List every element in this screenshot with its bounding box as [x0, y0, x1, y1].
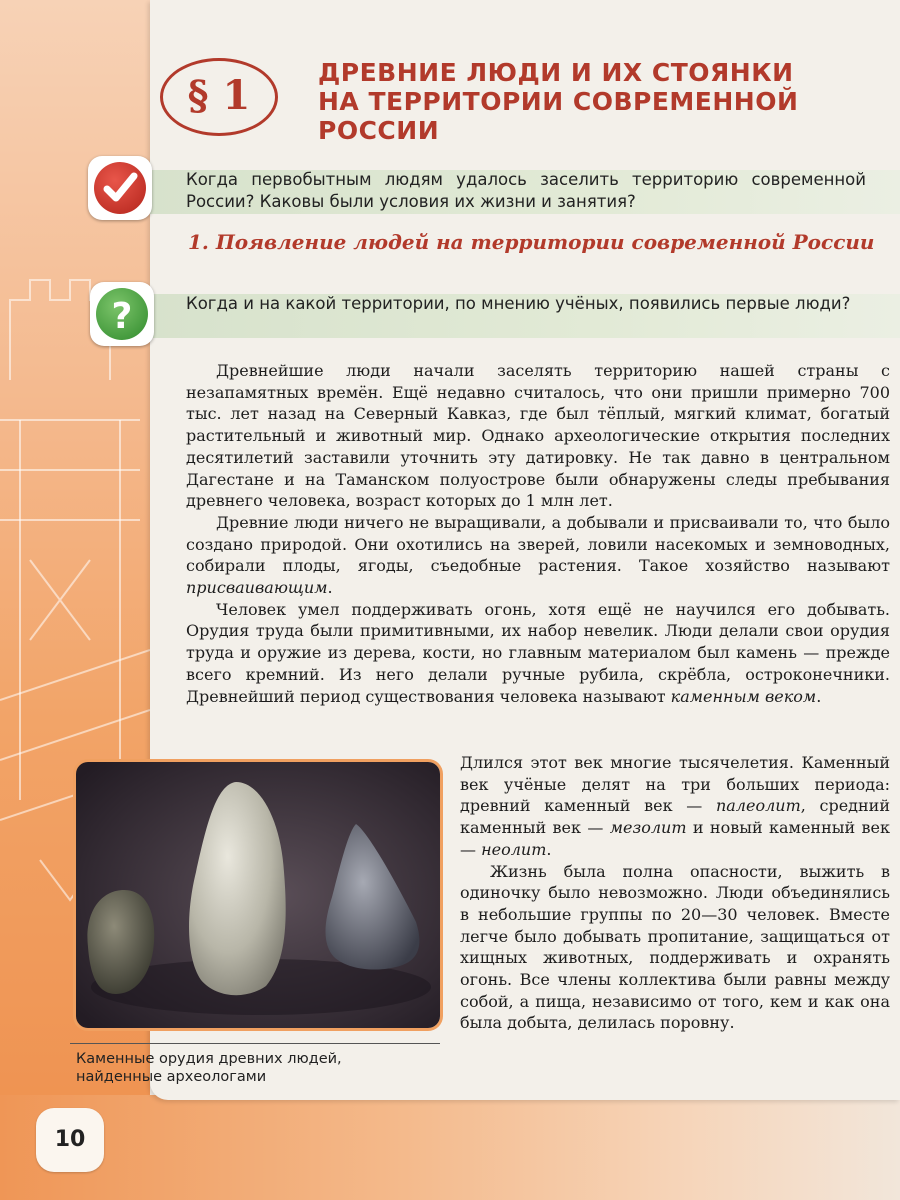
body-text-column: [460, 752, 890, 1034]
intro-question-text: Когда первобытным людям удалось заселить территорию современной России? Каковы были условия их жизни и занятия?: [186, 170, 866, 211]
paragraph: Человек умел поддерживать огонь, хотя ещё не научился его добывать. Орудия труда были примитивными, их набор невелик. Люди делали свои орудия труда и оружие из дерева, кости, но главным материалом был камень — прежде всего кремний. Из него делали ручные рубила, скрёбла, остроконечники. Древнейший период существования человека называют каменным веком.: [186, 599, 890, 706]
section-question-badge: [90, 282, 154, 346]
title-line: ДРЕВНИЕ ЛЮДИ И ИХ СТОЯНКИ: [318, 58, 794, 87]
title-line: РОССИИ: [318, 116, 440, 145]
body-text-main: [186, 360, 890, 707]
page-number: 10: [36, 1108, 104, 1172]
page-title: [318, 58, 878, 145]
title-line: НА ТЕРРИТОРИИ СОВРЕМЕННОЙ: [318, 87, 799, 116]
term: присваивающим: [186, 578, 328, 598]
checkmark-icon: [94, 162, 146, 214]
caption-line: Каменные орудия древних людей,: [76, 1051, 342, 1067]
term: каменным веком: [670, 686, 817, 706]
term: палеолит: [715, 796, 801, 816]
paragraph-badge: § 1: [160, 58, 278, 136]
paragraph: Древние люди ничего не выращивали, а добывали и присваивали то, что было создано природой. Они охотились на зверей, ловили насекомых и земноводных, собирали плоды, ягоды, съедобные растения. Такое хозяйство называют присваивающим.: [186, 512, 890, 598]
intro-question-badge: [88, 156, 152, 220]
term: мезолит: [609, 818, 687, 838]
section-heading: 1. Появление людей на территории современной России: [188, 230, 875, 254]
photo-caption: [76, 1050, 436, 1086]
caption-line: найденные археологами: [76, 1069, 267, 1085]
section-question-text: Когда и на какой территории, по мнению учёных, появились первые люди?: [186, 294, 851, 313]
paragraph: Длился этот век многие тысячелетия. Каменный век учёные делят на три больших периода: древний каменный век — палеолит, средний каменный век — мезолит и новый каменный век — неолит.: [460, 753, 891, 859]
stone-tools-photo: [76, 762, 440, 1028]
paragraph: Жизнь была полна опасности, выжить в одиночку было невозможно. Люди объединялись в небольшие группы по 20—30 человек. Вместе легче было добывать пропитание, защищаться от хищных животных, поддерживать и охранять огонь. Все члены коллектива были равны между собой, а пища, независимо от того, кем и как она была добыта, делилась поровну.: [460, 861, 890, 1033]
question-mark-icon: [96, 288, 148, 340]
decorative-bottom-band: [0, 1095, 900, 1200]
svg-text:?: ?: [111, 296, 133, 337]
paragraph: Древнейшие люди начали заселять территорию нашей страны с незапамятных времён. Ещё недавно считалось, что они пришли примерно 700 тыс. лет назад на Северный Кавказ, где был тёплый, мягкий климат, богатый растительный и животный мир. Однако археологические открытия последних десятилетий заставили уточнить эту датировку. Не так давно в центральном Дагестане и на Таманском полуострове были обнаружены следы пребывания древнего человека, возраст которых до 1 млн лет.: [186, 361, 890, 511]
caption-divider: [70, 1043, 440, 1044]
term: неолит: [481, 839, 547, 859]
